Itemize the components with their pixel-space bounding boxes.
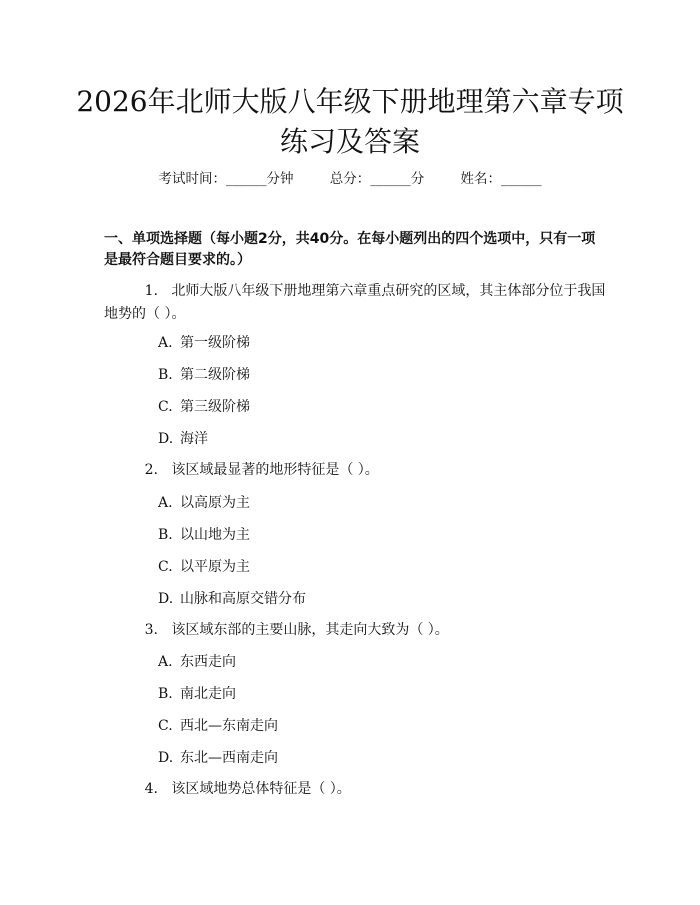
- exam-info: [0, 170, 700, 188]
- option-letter: B.: [158, 367, 173, 383]
- question-3-option-c: [158, 716, 278, 736]
- total-score-label: 总分：______分: [329, 171, 425, 187]
- question-1-option-c: [158, 397, 250, 417]
- option-text: 东北—西南走向: [180, 750, 278, 766]
- option-text: 第二级阶梯: [180, 367, 250, 383]
- question-1-stem: [104, 280, 609, 326]
- question-4-stem: [104, 778, 609, 801]
- option-letter: C.: [158, 718, 173, 734]
- option-letter: A.: [158, 654, 173, 670]
- section-heading: 一、单项选择题（每小题2分，共40分。在每小题列出的四个选项中，只有一项是最符合题目要求的。）: [104, 231, 596, 268]
- question-text: 北师大版八年级下册地理第六章重点研究的区域，其主体部分位于我国地势的（ ）。: [104, 283, 606, 322]
- option-letter: A.: [158, 335, 173, 351]
- question-2: [104, 459, 609, 482]
- question-2-stem: [104, 459, 609, 482]
- option-letter: D.: [158, 750, 174, 766]
- option-text: 海洋: [180, 431, 208, 447]
- question-3-option-d: [158, 748, 278, 768]
- exam-time-label: 考试时间：______分钟: [158, 171, 294, 187]
- option-text: 第三级阶梯: [180, 399, 250, 415]
- page-title-line-1: 2026年北师大版八年级下册地理第六章专项: [76, 85, 624, 118]
- question-text: 该区域地势总体特征是（ ）。: [171, 781, 351, 797]
- option-text: 以高原为主: [180, 495, 250, 511]
- question-number: 1.: [144, 283, 158, 299]
- question-number: 4.: [144, 781, 158, 797]
- question-number: 2.: [144, 462, 158, 478]
- student-name-label: 姓名：______: [460, 171, 542, 187]
- option-text: 山脉和高原交错分布: [180, 591, 306, 607]
- page-title: [40, 82, 660, 162]
- option-text: 西北—东南走向: [180, 718, 278, 734]
- question-3-stem: [104, 619, 609, 642]
- question-2-option-a: [158, 493, 250, 513]
- page-title-line-2: 练习及答案: [279, 125, 420, 158]
- question-3-option-b: [158, 684, 236, 704]
- option-text: 以山地为主: [180, 527, 250, 543]
- option-letter: A.: [158, 495, 173, 511]
- question-text: 该区域最显著的地形特征是（ ）。: [171, 462, 379, 478]
- option-text: 以平原为主: [180, 559, 250, 575]
- question-2-option-d: [158, 589, 306, 609]
- question-text: 该区域东部的主要山脉，其走向大致为（ ）。: [171, 622, 449, 638]
- question-1-option-b: [158, 365, 250, 385]
- question-number: 3.: [144, 622, 158, 638]
- option-letter: C.: [158, 559, 173, 575]
- option-text: 南北走向: [180, 686, 236, 702]
- option-text: 第一级阶梯: [180, 335, 250, 351]
- question-1-option-d: [158, 429, 208, 449]
- option-letter: B.: [158, 686, 173, 702]
- option-text: 东西走向: [180, 654, 236, 670]
- question-1: [104, 280, 609, 326]
- option-letter: D.: [158, 431, 174, 447]
- question-2-option-c: [158, 557, 250, 577]
- question-1-option-a: [158, 333, 250, 353]
- option-letter: C.: [158, 399, 173, 415]
- question-3-option-a: [158, 652, 236, 672]
- option-letter: D.: [158, 591, 174, 607]
- question-4: [104, 778, 609, 801]
- question-3: [104, 619, 609, 642]
- question-2-option-b: [158, 525, 250, 545]
- option-letter: B.: [158, 527, 173, 543]
